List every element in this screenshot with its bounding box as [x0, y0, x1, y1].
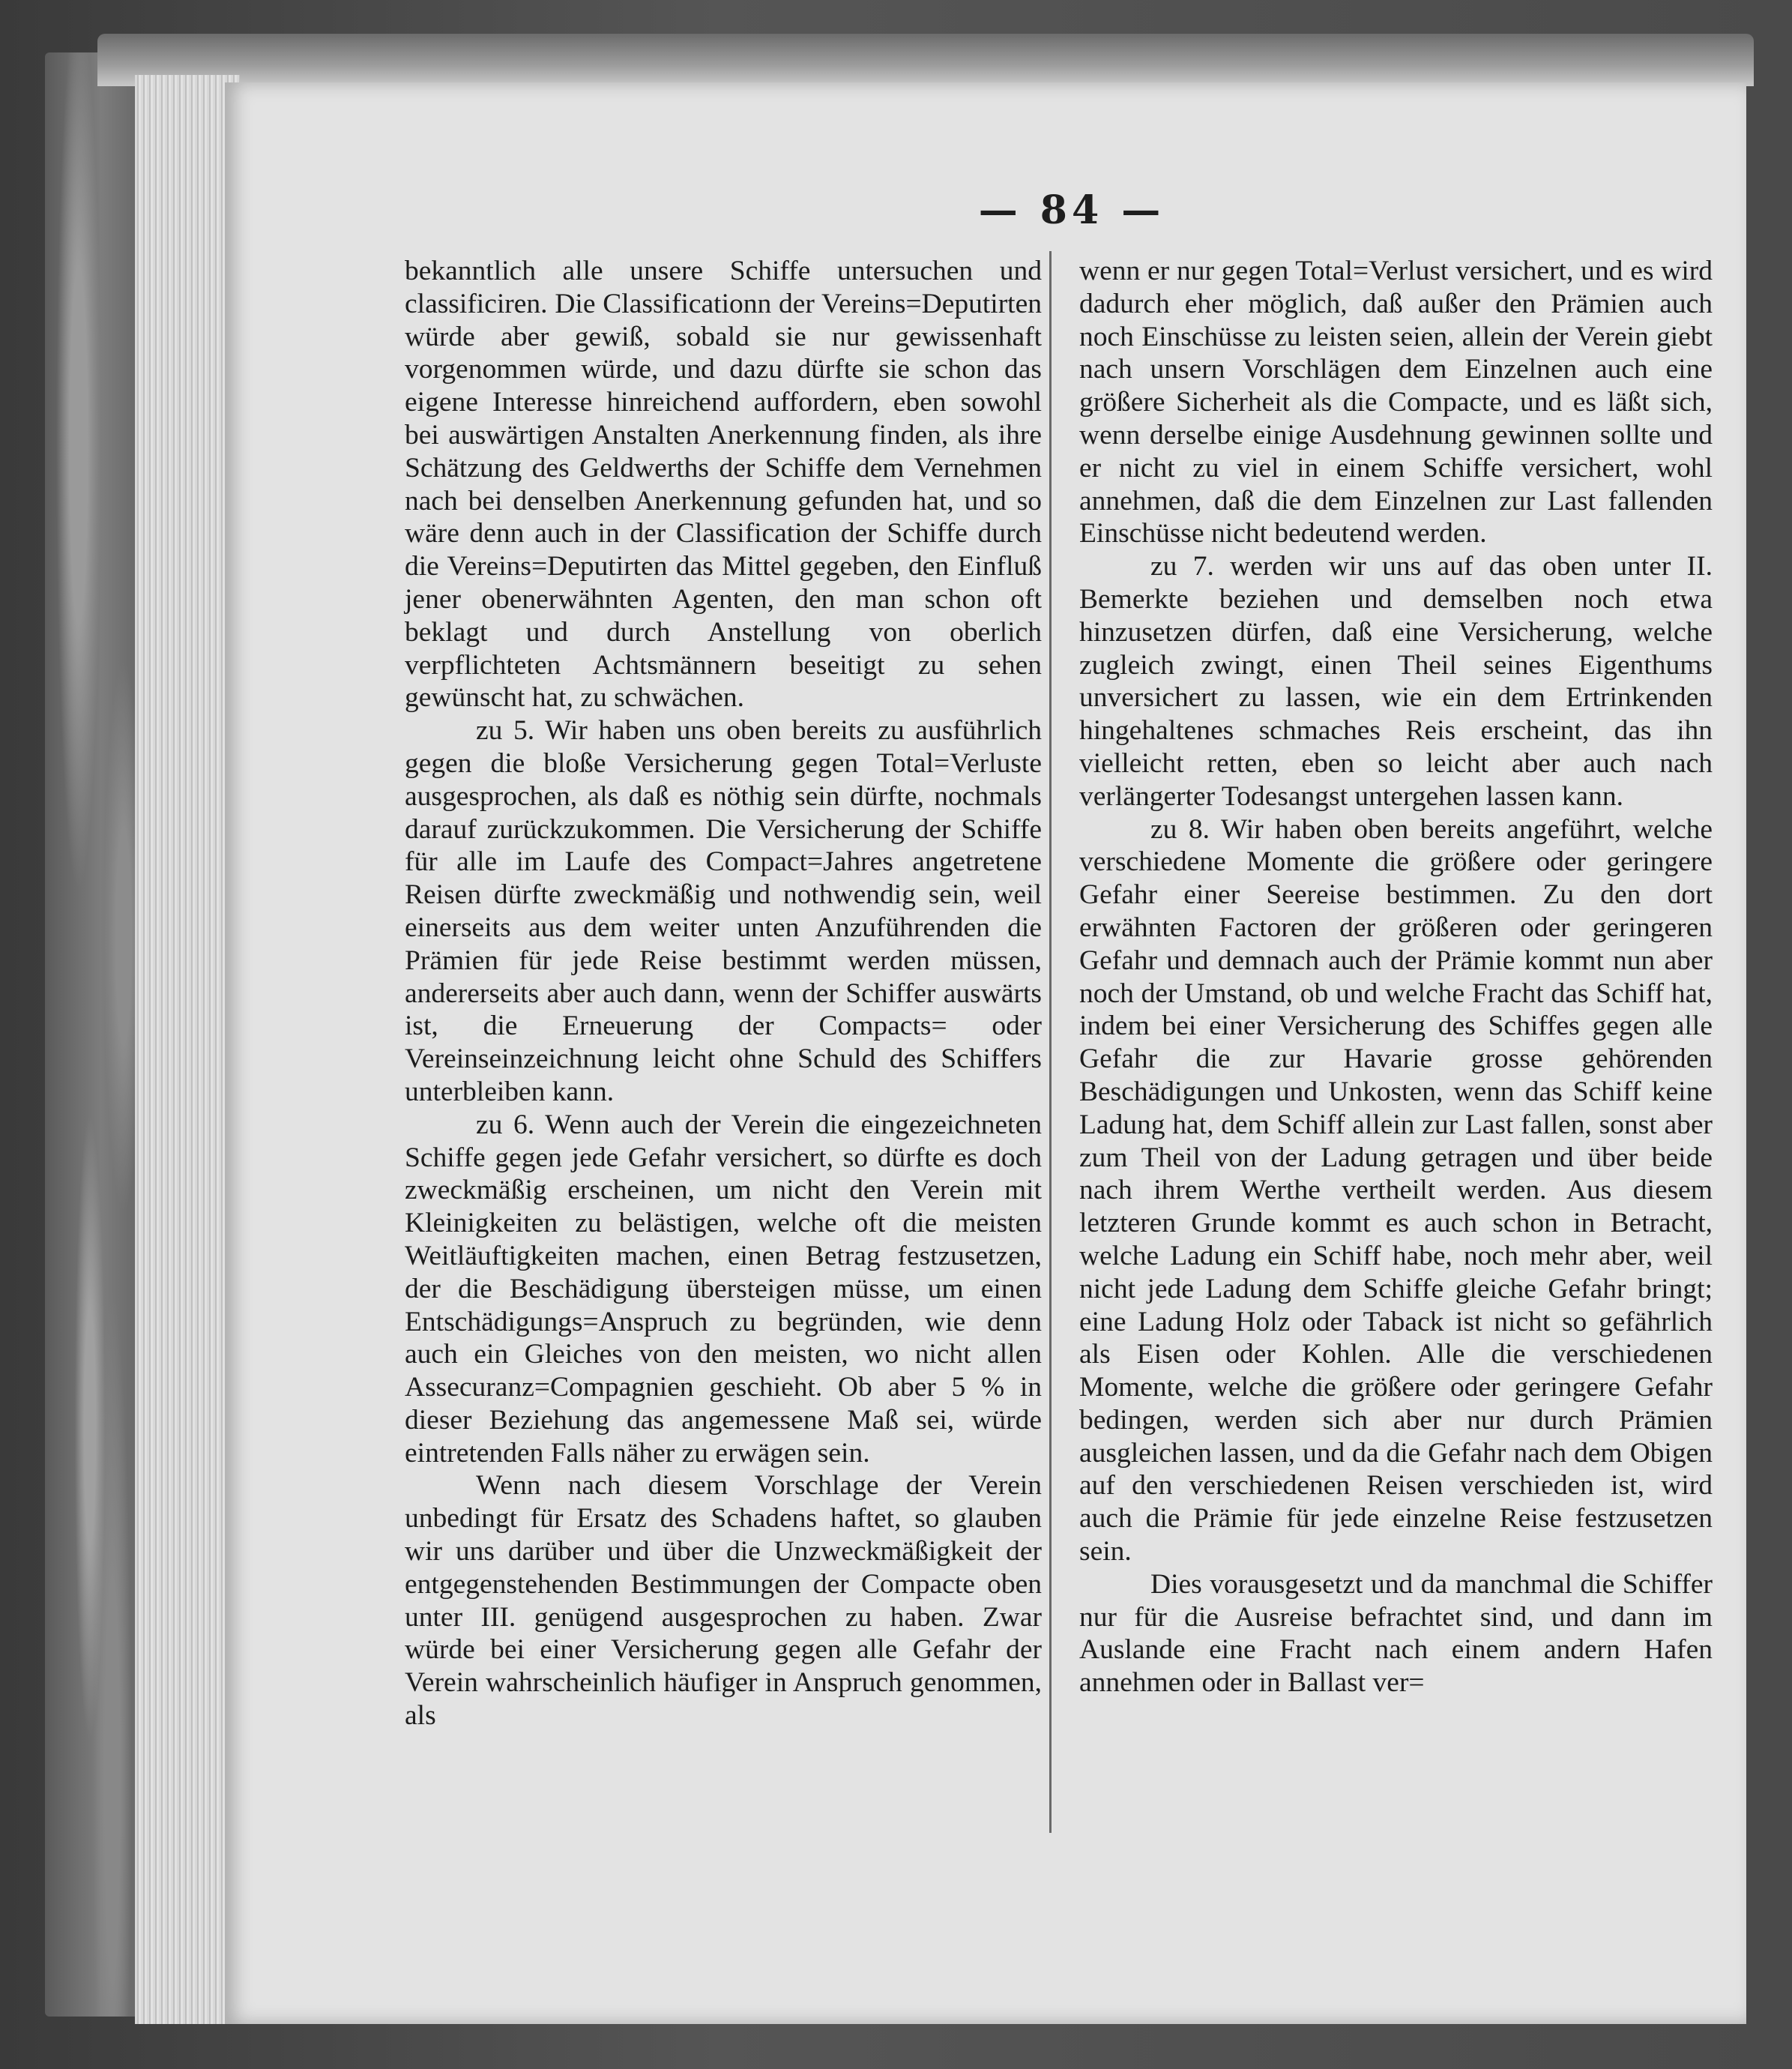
left-paragraph: zu 5. Wir haben uns oben bereits zu ausführlich gegen die bloße Versicherung gegen Total=Verluste ausgesprochen, als daß es nöthig sein dürfte, nochmals darauf zurückzukommen. Die Versicherung der Schiffe für alle im Laufe des Compact=Jahres angetretene Reisen dürfte zweckmäßig und nothwendig sein, weil einerseits aus dem weiter unten Anzuführenden die Prämien für jede Reise bestimmt werden müssen, andererseits aber auch dann, wenn der Schiffer auswärts ist, die Erneuerung der Compacts= oder Vereinseinzeichnung leicht ohne Schuld des Schiffers unterbleiben kann. — [405, 715, 1042, 1107]
left-paragraph: bekanntlich alle unsere Schiffe untersuchen und classificiren. Die Classificationn der Vereins=Deputirten würde aber gewiß, sobald sie nur gewissenhaft vorgenommen würde, und dazu dürfte sie schon das eigene Interesse hinreichend auffordern, eben sowohl bei auswärtigen Anstalten Anerkennung finden, als ihre Schätzung des Geldwerths der Schiffe dem Vernehmen nach bei denselben Anerkennung gefunden hat, und so wäre denn auch in der Classification der Schiffe durch die Vereins=Deputirten das Mittel gegeben, den Einfluß jener obenerwähnten Agenten, den man schon oft beklagt und durch Anstellung von oberlich verpflichteten Achtsmännern beseitigt zu sehen gewünscht hat, zu schwächen. — [405, 256, 1042, 714]
right-paragraph: wenn er nur gegen Total=Verlust versichert, und es wird dadurch eher möglich, daß außer den Prämien auch noch Einschüsse zu leisten seien, allein der Verein giebt nach unsern Vorschlägen dem Einzelnen auch eine größere Sicherheit als die Compacte, und es läßt sich, wenn derselbe einige Ausdehnung gewinnen sollte und er nicht zu viel in einem Schiffe versichert, wohl annehmen, daß die dem Einzelnen zur Last fallenden Einschüsse nicht bedeutend werden. — [1079, 256, 1713, 549]
left-paragraph: Wenn nach diesem Vorschlage der Verein unbedingt für Ersatz des Schadens haftet, so glauben wir uns darüber und über die Unzweckmäßigkeit der entgegenstehenden Bestimmungen der Compacte oben unter III. genügend ausgesprochen zu haben. Zwar würde bei einer Versicherung gegen alle Gefahr der Verein wahrscheinlich häufiger in Anspruch genommen, als — [405, 1470, 1042, 1732]
left-paragraph: zu 6. Wenn auch der Verein die eingezeichneten Schiffe gegen jede Gefahr versichert, so dürfte es doch zweckmäßig erscheinen, um nicht den Verein mit Kleinigkeiten zu belästigen, welche oft die meisten Weitläuftigkeiten machen, einen Betrag festzusetzen, der die Beschädigung übersteigen müsse, um einen Entschädigungs=Anspruch zu begründen, wie denn auch ein Gleiches von den meisten, wo nicht allen Assecuranz=Compagnien geschieht. Ob aber 5 % in dieser Beziehung das angemessene Maß sei, würde eintretenden Falls näher zu erwägen sein. — [405, 1109, 1042, 1469]
page-number: — 84 — — [978, 187, 1165, 233]
right-paragraph: Dies vorausgesetzt und da manchmal die Schiffer nur für die Ausreise befrachtet sind, und dann im Auslande eine Fracht nach einem andern Hafen annehmen oder in Ballast ver= — [1079, 1568, 1713, 1699]
page-edges — [135, 75, 240, 2024]
book-binding-top — [97, 34, 1754, 86]
column-divider — [1049, 251, 1052, 1833]
left-column — [405, 255, 1042, 1732]
right-paragraph: zu 7. werden wir uns auf das oben unter II. Bemerkte beziehen und demselben noch etwa hinzusetzen dürfen, daß eine Versicherung, welche zugleich zwingt, einen Theil seines Eigenthums unversichert zu lassen, wie ein dem Ertrinkenden hingehaltenes schmaches Reis erscheint, das ihn vielleicht retten, eben so leicht aber auch nach verlängerter Todesangst untergehen lassen kann. — [1079, 551, 1713, 812]
right-paragraph: zu 8. Wir haben oben bereits angeführt, welche verschiedene Momente die größere oder geringere Gefahr einer Seereise bestimmen. Zu den dort erwähnten Factoren der größeren oder geringeren Gefahr und demnach auch der Prämie kommt nun aber noch der Umstand, ob und welche Fracht das Schiff hat, indem bei einer Versicherung des Schiffes gegen alle Gefahr die zur Havarie grosse gehörenden Beschädigungen und Unkosten, wenn das Schiff keine Ladung hat, dem Schiff allein zur Last fallen, sonst aber zum Theil von der Ladung getragen und über beide nach ihrem Werthe vertheilt werden. Aus diesem letzteren Grunde kommt es auch schon in Betracht, welche Ladung ein Schiff habe, noch mehr aber, weil nicht jede Ladung dem Schiffe gleiche Gefahr bringt; eine Ladung Holz oder Taback ist nicht so gefährlich als Eisen oder Kohlen. Alle die verschiedenen Momente, welche die größere oder geringere Gefahr bedingen, werden sich aber nur durch Prämien ausgleichen lassen, und da die Gefahr nach dem Obigen auf den verschiedenen Reisen verschieden ist, wird auch die Prämie für jede einzelne Reise festzusetzen sein. — [1079, 813, 1713, 1567]
right-column — [1079, 255, 1713, 1699]
